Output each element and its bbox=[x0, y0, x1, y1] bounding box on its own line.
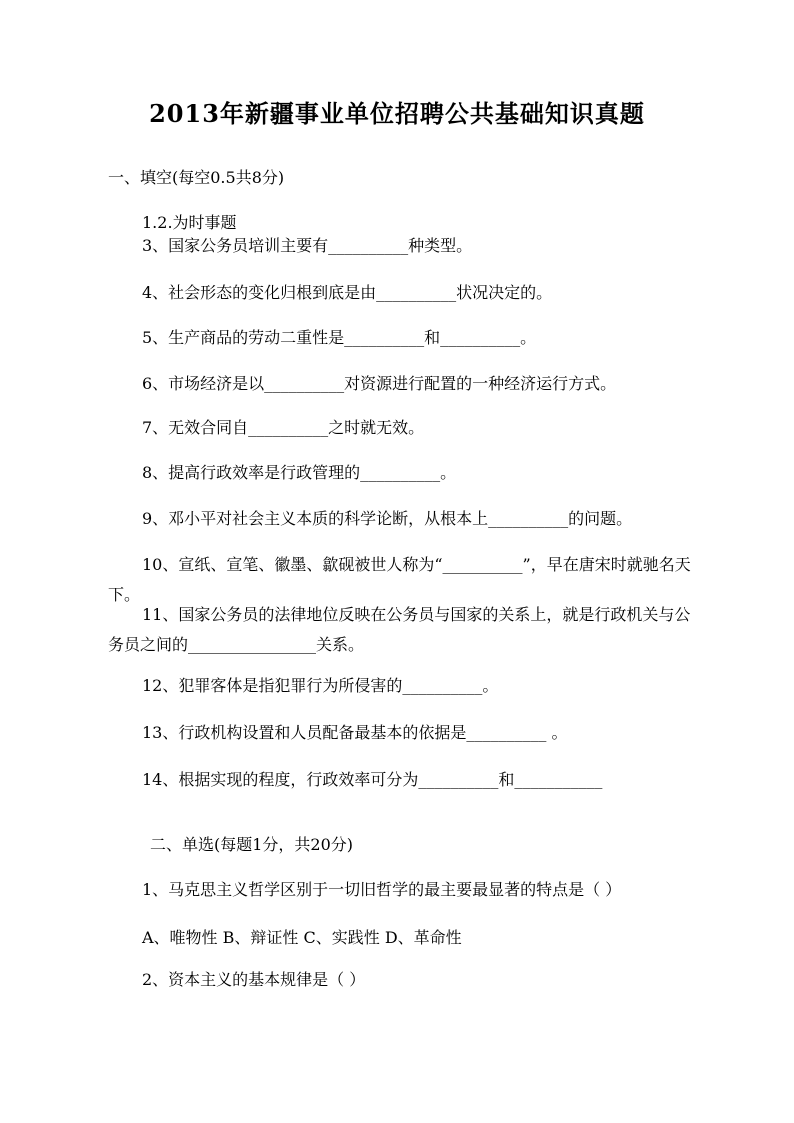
fill-item-5: 5、生产商品的劳动二重性是__________和__________。 bbox=[142, 328, 537, 347]
page-title: 2013年新疆事业单位招聘公共基础知识真题 bbox=[149, 99, 645, 128]
section-2-heading: 二、单选(每题1分，共20分) bbox=[150, 835, 354, 854]
fill-item-8: 8、提高行政效率是行政管理的__________。 bbox=[142, 463, 457, 482]
fill-item-11: 11、国家公务员的法律地位反映在公务员与国家的关系上，就是行政机关与公务员之间的________________关系。 bbox=[108, 605, 691, 654]
fill-item-12: 12、犯罪客体是指犯罪行为所侵害的__________。 bbox=[142, 676, 499, 695]
choice-question-1: 1、马克思主义哲学区别于一切旧哲学的最主要最显著的特点是（ ） bbox=[142, 880, 622, 899]
fill-item-6: 6、市场经济是以__________对资源进行配置的一种经济运行方式。 bbox=[142, 374, 617, 393]
fill-item-10: 10、宣纸、宣笔、徽墨、歙砚被世人称为“__________”，早在唐宋时就驰名天下。 bbox=[108, 555, 691, 604]
fill-item-14: 14、根据实现的程度，行政效率可分为__________和___________ bbox=[142, 770, 603, 789]
fill-item-7: 7、无效合同自__________之时就无效。 bbox=[142, 418, 425, 437]
fill-item-9: 9、邓小平对社会主义本质的科学论断，从根本上__________的问题。 bbox=[142, 509, 633, 528]
fill-item-4: 4、社会形态的变化归根到底是由__________状况决定的。 bbox=[142, 283, 553, 302]
choice-question-1-options: A、唯物性 B、辩证性 C、实践性 D、革命性 bbox=[142, 928, 462, 947]
section-1-heading: 一、填空(每空0.5共8分) bbox=[108, 168, 285, 187]
fill-item-1-2: 1.2.为时事题 bbox=[142, 213, 237, 232]
fill-item-3: 3、国家公务员培训主要有__________种类型。 bbox=[142, 236, 473, 255]
choice-question-2: 2、资本主义的基本规律是（ ） bbox=[142, 970, 366, 989]
fill-item-13: 13、行政机构设置和人员配备最基本的依据是__________ 。 bbox=[142, 723, 568, 742]
